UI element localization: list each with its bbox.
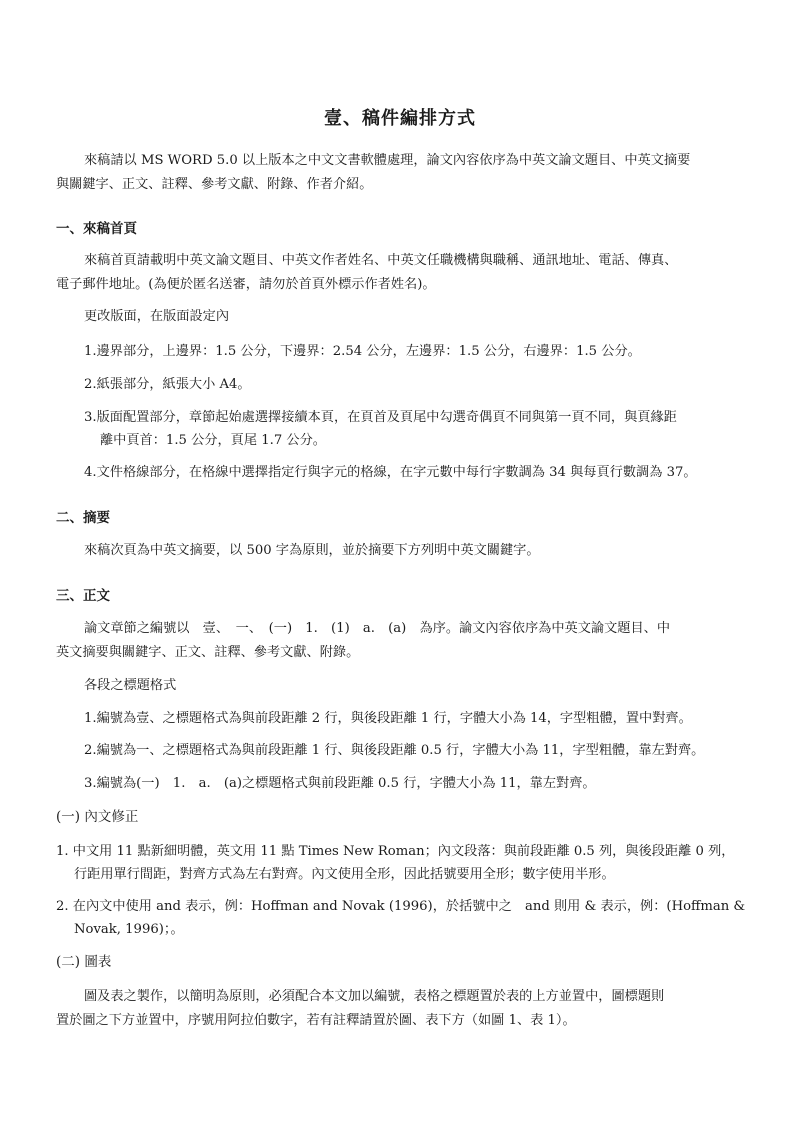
section-3-para-line-1: 論文章節之編號以 壹、 一、 (一) 1. (1) a. (a) 為序。論文內容依序為中英文論文題目、中 — [84, 621, 671, 636]
section-1-item-3-line-2: 離中頁首：1.5 公分，頁尾 1.7 公分。 — [100, 433, 326, 448]
section-2-heading: 二、摘要 — [56, 510, 110, 526]
section-1-para-line-2: 電子郵件地址。(為便於匿名送審，請勿於首頁外標示作者姓名)。 — [56, 277, 436, 292]
intro-line-1: 來稿請以 MS WORD 5.0 以上版本之中文文書軟體處理，論文內容依序為中英文論文題目、中英文摘要 — [84, 153, 691, 168]
section-2-para: 來稿次頁為中英文摘要，以 500 字為原則，並於摘要下方列明中英文關鍵字。 — [84, 543, 540, 558]
subsection-1-item-2-line-1: 2. 在內文中使用 and 表示，例：Hoffman and Novak (1996)，於括號中之 and 則用 & 表示，例：(Hoffman & — [56, 899, 746, 914]
subsection-2-para-line-1: 圖及表之製作，以簡明為原則，必須配合本文加以編號，表格之標題置於表的上方並置中，圖標題則 — [84, 989, 665, 1004]
subsection-1-heading: (一) 內文修正 — [56, 809, 139, 825]
intro-line-2: 與關鍵字、正文、註釋、參考文獻、附錄、作者介紹。 — [56, 177, 373, 192]
subsection-1-item-2-line-2: Novak, 1996)；。 — [74, 922, 184, 937]
section-3-item-1: 1.編號為壹、之標題格式為與前段距離 2 行，與後段距離 1 行，字體大小為 14，字型粗體，置中對齊。 — [84, 711, 692, 726]
subsection-2-para-line-2: 置於圖之下方並置中，序號用阿拉伯數字，若有註釋請置於圖、表下方（如圖 1、表 1）。 — [56, 1013, 576, 1028]
section-1-heading: 一、來稿首頁 — [56, 221, 137, 237]
section-1-item-2: 2.紙張部分，紙張大小 A4。 — [84, 377, 251, 392]
subsection-2-heading: (二) 圖表 — [56, 954, 112, 970]
page-title: 壹、稿件編排方式 — [324, 108, 476, 129]
section-3-item-3: 3.編號為(一) 1. a. (a)之標題格式與前段距離 0.5 行，字體大小為 11，靠左對齊。 — [84, 776, 596, 791]
section-3-heading: 三、正文 — [56, 588, 110, 604]
subsection-1-item-1-line-2: 行距用單行間距，對齊方式為左右對齊。內文使用全形，因此括號要用全形；數字使用半形。 — [74, 867, 615, 882]
section-1-item-4: 4.文件格線部分，在格線中選擇指定行與字元的格線，在字元數中每行字數調為 34 與每頁行數調為 37。 — [84, 465, 697, 480]
section-1-para-line-1: 來稿首頁請載明中英文論文題目、中英文作者姓名、中英文任職機構與職稱、通訊地址、電話、傳真、 — [84, 253, 678, 268]
section-3-para-line-2: 英文摘要與關鍵字、正文、註釋、參考文獻、附錄。 — [56, 645, 360, 660]
section-1-item-1: 1.邊界部分，上邊界：1.5 公分，下邊界：2.54 公分，左邊界：1.5 公分，右邊界：1.5 公分。 — [84, 344, 641, 359]
section-1-item-3-line-1: 3.版面配置部分，章節起始處選擇接續本頁，在頁首及頁尾中勾選奇偶頁不同與第一頁不同，與頁緣距 — [84, 410, 677, 425]
subsection-1-item-1-line-1: 1. 中文用 11 點新細明體，英文用 11 點 Times New Roman；內文段落：與前段距離 0.5 列，與後段距離 0 列， — [56, 844, 735, 859]
section-1-para-3: 更改版面，在版面設定內 — [84, 309, 230, 324]
section-3-para-3: 各段之標題格式 — [84, 678, 177, 693]
section-3-item-2: 2.編號為一、之標題格式為與前段距離 1 行、與後段距離 0.5 行，字體大小為 11，字型粗體，靠左對齊。 — [84, 743, 705, 758]
